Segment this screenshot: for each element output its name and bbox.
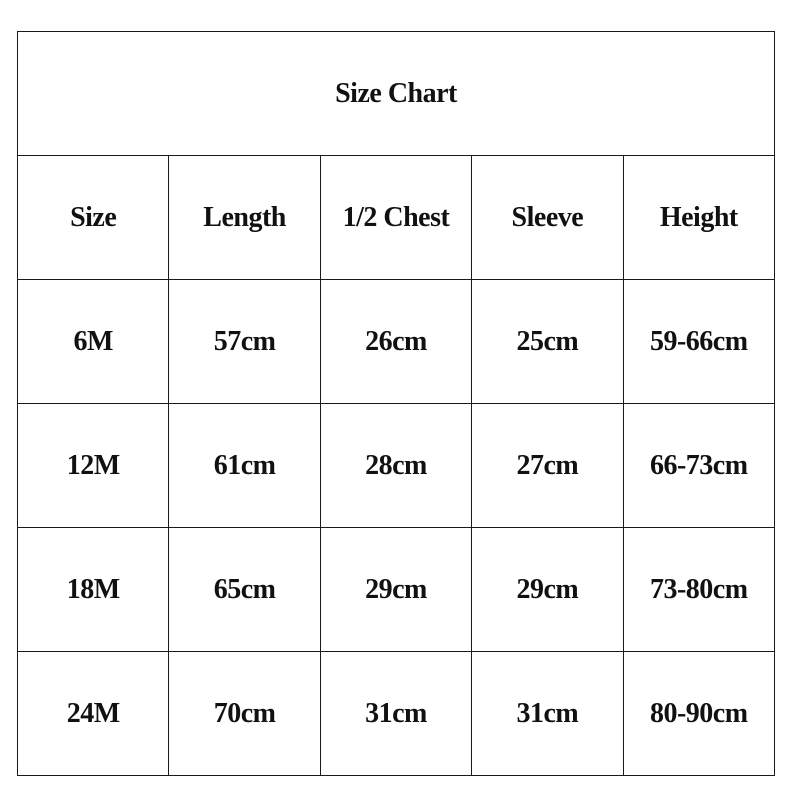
table-row [18,404,775,528]
cell-half-chest: 31cm [320,652,471,776]
cell-half-chest: 29cm [320,528,471,652]
cell-half-chest: 26cm [320,280,471,404]
cell-sleeve: 27cm [472,404,623,528]
size-chart-table [17,31,775,776]
header-half-chest: 1/2 Chest [320,156,471,280]
header-length: Length [169,156,320,280]
cell-sleeve: 29cm [472,528,623,652]
cell-height: 66-73cm [623,404,774,528]
cell-length: 57cm [169,280,320,404]
cell-half-chest: 28cm [320,404,471,528]
header-size: Size [18,156,169,280]
cell-size: 12M [18,404,169,528]
cell-size: 6M [18,280,169,404]
table-row [18,652,775,776]
cell-sleeve: 31cm [472,652,623,776]
cell-size: 18M [18,528,169,652]
table-row [18,280,775,404]
header-row [18,156,775,280]
cell-size: 24M [18,652,169,776]
cell-height: 73-80cm [623,528,774,652]
title-row [18,32,775,156]
table-row [18,528,775,652]
header-sleeve: Sleeve [472,156,623,280]
cell-length: 70cm [169,652,320,776]
table-title: Size Chart [18,32,775,156]
cell-height: 59-66cm [623,280,774,404]
cell-sleeve: 25cm [472,280,623,404]
header-height: Height [623,156,774,280]
cell-height: 80-90cm [623,652,774,776]
cell-length: 61cm [169,404,320,528]
cell-length: 65cm [169,528,320,652]
